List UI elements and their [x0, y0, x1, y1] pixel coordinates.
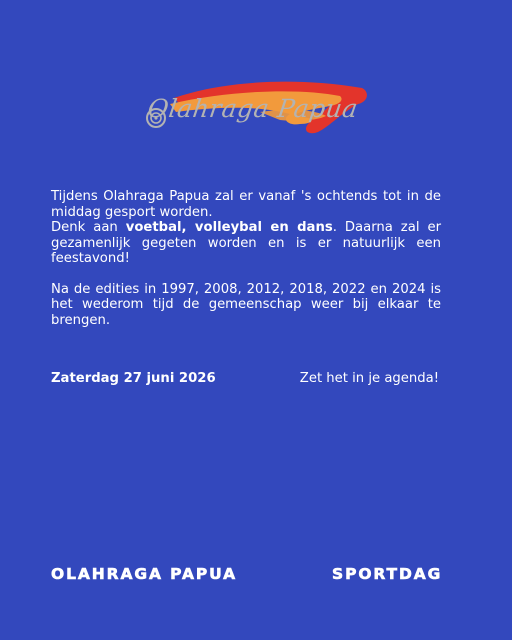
history-paragraph: Na de edities in 1997, 2008, 2012, 2018, 2022 en 2024 is het wederom tijd de gemeenschap weer bij elkaar te brengen. — [51, 281, 441, 328]
activities-highlight: voetbal, volleybal en dans — [125, 220, 333, 235]
save-the-date-text: Zet het in je agenda! — [299, 371, 439, 386]
intro-line-2-end: . Daarna zal er gezamenlijk gegeten worden en is er natuurlijk een feestavond! — [51, 220, 441, 266]
event-row — [51, 371, 441, 391]
intro-paragraph — [51, 189, 441, 267]
footer-event-type: SPORTDAG — [332, 565, 443, 583]
footer — [0, 565, 512, 589]
footer-brand: OLAHRAGA PAPUA — [51, 565, 238, 583]
intro-line-2-start: Denk aan — [51, 220, 126, 235]
logo-text: Olahraga Papua — [145, 94, 360, 123]
event-date: Zaterdag 27 juni 2026 — [51, 371, 216, 386]
olahraga-papua-logo — [140, 74, 372, 160]
intro-line-1: Tijdens Olahraga Papua zal er vanaf 's ochtends tot in de middag gesport worden. — [51, 189, 441, 220]
event-description — [51, 189, 441, 328]
